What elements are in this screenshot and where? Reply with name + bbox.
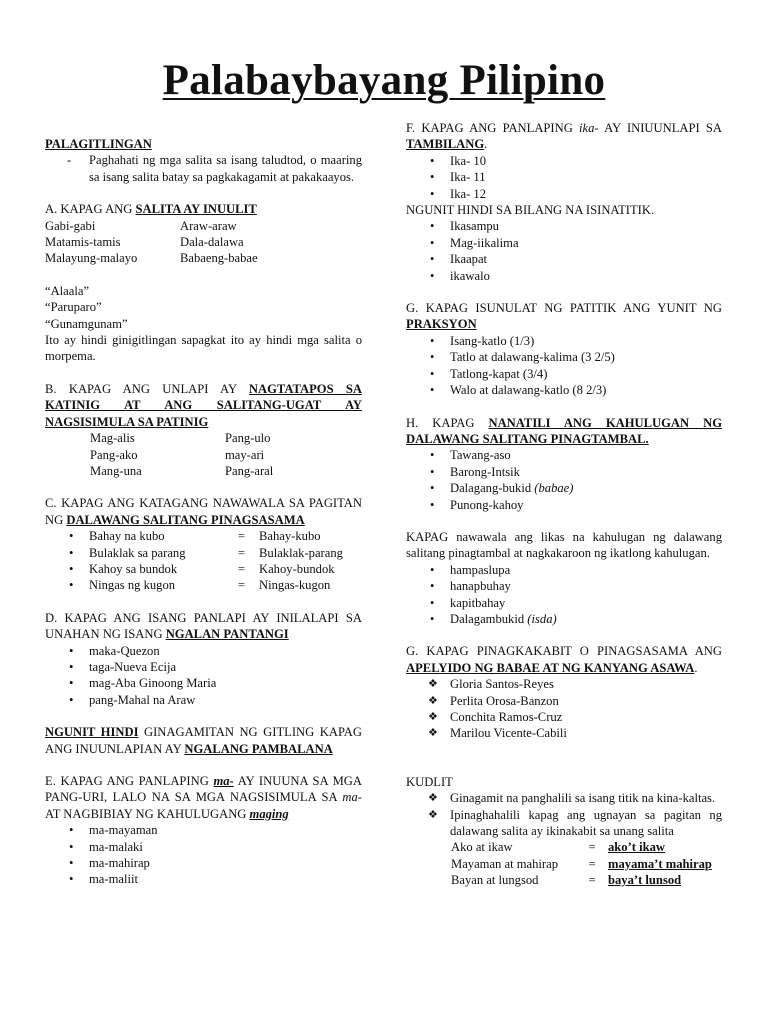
section-f — [406, 120, 722, 284]
section-heading: H. KAPAG NANATILI ANG KAHULUGAN NG DALAWANG SALITANG PINAGTAMBAL. — [406, 415, 722, 446]
bullet-icon: • — [430, 448, 435, 463]
diamond-bullet-icon: ❖ — [428, 792, 438, 805]
quote-line: “Gunamgunam” — [45, 316, 128, 331]
list-item: • Barong-Intsik — [430, 464, 520, 479]
list-item: - Paghahati ng mga salita sa isang taludtod, o maaring sa isang salita batay sa pagkakagamit at pakakaayos. — [67, 153, 362, 184]
list-item: • hanapbuhay — [430, 579, 511, 594]
list-item: • Kahoy sa bundok = Kahoy-bundok — [69, 561, 335, 576]
pair-row: Pang-ako may-ari — [90, 447, 265, 462]
list-item: • Bahay na kubo = Bahay-kubo — [69, 529, 321, 544]
diamond-list — [406, 790, 722, 839]
list-item: ❖ Gloria Santos-Reyes — [428, 677, 554, 692]
pair-row: Gabi-gabi Araw-araw — [45, 218, 237, 233]
section-c — [45, 495, 362, 593]
section-h — [406, 415, 722, 628]
section-heading: E. KAPAG ANG PANLAPING ma- AY INUUNA SA MGA PANG-URI, LALO NA SA MGA NAGSISIMULA SA ma- AT NAGBIBIAY NG KAHULUGANG maging — [45, 774, 362, 821]
bullet-icon: • — [430, 497, 435, 512]
list-item: • Tatlo at dalawang-kalima (3 2/5) — [430, 350, 615, 365]
dash-list — [45, 152, 362, 185]
quote-line: “Paruparo” — [45, 300, 102, 315]
list-item: ❖ Conchita Ramos-Cruz — [428, 710, 563, 724]
page-title: Palabaybayang Pilipino — [162, 57, 606, 104]
bullet-icon: • — [430, 464, 435, 479]
section-heading: G. KAPAG PINAGKAKABIT O PINAGSASAMA ANG APELYIDO NG BABAE AT NG KANYANG ASAWA. — [406, 644, 722, 675]
list-item: • Punong-kahoy — [430, 497, 524, 512]
list-item: • hampaslupa — [430, 562, 511, 577]
section-kudlit — [406, 774, 722, 889]
list-item: • Isang-katlo (1/3) — [430, 333, 535, 348]
quote-line: “Alaala” — [45, 283, 90, 298]
bullet-list — [406, 333, 722, 399]
pair-row: Matamis-tamis Dala-dalawa — [45, 235, 244, 250]
bullet-icon: • — [69, 545, 74, 560]
list-item: • Ningas ng kugon = Ningas-kugon — [69, 578, 331, 593]
section-heading: F. KAPAG ANG PANLAPING ika- AY INIUUNLAPI SA TAMBILANG. — [406, 121, 723, 152]
bullet-icon: • — [430, 350, 435, 365]
kapag-note: KAPAG nawawala ang likas na kahulugan ng dalawang salitang pinagtambal at nagkakaroon ng ikatlong kahulugan. — [406, 529, 722, 561]
bullet-icon: • — [430, 595, 435, 610]
bullet-icon: • — [430, 268, 435, 283]
bullet-icon: • — [430, 252, 435, 267]
section-g-praksyon — [406, 300, 722, 398]
bullet-list — [406, 562, 722, 628]
section-heading: A. KAPAG ANG SALITA AY INUULIT — [45, 202, 257, 217]
example-row: Mayaman at mahirap = mayama’t mahirap — [451, 856, 712, 871]
bullet-icon: • — [430, 611, 435, 626]
list-item: • Ika- 10 — [430, 153, 487, 168]
list-item: • kapitbahay — [430, 595, 506, 610]
list-item: ❖ Ginagamit na panghalili sa isang titik na kina-kaltas. — [428, 791, 716, 806]
list-item: ❖ Marilou Vicente-Cabili — [428, 726, 567, 741]
bullet-list — [45, 528, 362, 594]
list-item: • Ika- 11 — [430, 170, 486, 185]
bullet-list — [45, 643, 362, 709]
bullet-icon: • — [430, 366, 435, 381]
diamond-bullet-icon: ❖ — [428, 711, 438, 723]
diamond-bullet-icon: ❖ — [428, 694, 438, 707]
right-column — [406, 120, 722, 889]
list-item: • Tawang-aso — [430, 448, 511, 463]
list-item: • Dalagambukid (isda) — [430, 611, 557, 626]
ngunit-hindi-note: NGUNIT HINDI GINAGAMITAN NG GITLING KAPAG ANG INUUNLAPIAN AY NGALANG PAMBALANA — [45, 725, 362, 756]
list-item: • taga-Nueva Ecija — [69, 659, 177, 674]
diamond-bullet-icon: ❖ — [428, 808, 438, 821]
bullet-icon: • — [430, 235, 435, 250]
section-e — [45, 773, 362, 888]
section-heading: PALAGITLINGAN — [45, 137, 152, 151]
bullet-icon: • — [69, 872, 74, 887]
pair-row: Mang-una Pang-aral — [90, 463, 274, 478]
section-heading: C. KAPAG ANG KATAGANG NAWAWALA SA PAGITAN NG DALAWANG SALITANG PINAGSASAMA — [45, 496, 362, 527]
list-item: • mag-Aba Ginoong Maria — [69, 676, 217, 691]
ngunit-line: NGUNIT HINDI SA BILANG NA ISINATITIK. — [406, 203, 655, 218]
list-item: • Dalagang-bukid (babae) — [430, 481, 574, 496]
list-item: • Ika- 12 — [430, 186, 487, 201]
bullet-icon: • — [430, 333, 435, 348]
list-item: • ma-maliit — [69, 872, 138, 887]
bullet-icon: • — [69, 692, 74, 707]
section-d — [45, 610, 362, 708]
bullet-icon: • — [430, 481, 435, 496]
bullet-list — [45, 822, 362, 888]
section-heading: B. KAPAG ANG UNLAPI AY NAGTATAPOS SA KATINIG AT ANG SALITANG-UGAT AY NAGSISIMULA SA PATINIG — [45, 381, 362, 429]
dash-icon: - — [67, 153, 72, 168]
bullet-list — [406, 153, 722, 202]
list-item: ❖ Ipinaghahalili kapag ang ugnayan sa pagitan ng dalawang salita ay ikinakabit sa unang salita — [428, 807, 722, 839]
bullet-icon: • — [69, 676, 74, 691]
list-item: • Walo at dalawang-katlo (8 2/3) — [430, 383, 607, 398]
list-item: • ma-mahirap — [69, 856, 150, 871]
diamond-bullet-icon: ❖ — [428, 727, 438, 740]
list-item: • ikawalo — [430, 268, 490, 283]
bullet-icon: • — [69, 529, 74, 544]
section-b — [45, 381, 362, 479]
bullet-icon: • — [69, 561, 74, 576]
note-text: Ito ay hindi ginigitlingan sapagkat ito ay hindi mga salita o morpema. — [45, 333, 362, 364]
bullet-list — [406, 447, 722, 513]
list-item: • Mag-iikalima — [430, 235, 519, 250]
bullet-icon: • — [430, 562, 435, 577]
bullet-icon: • — [69, 643, 74, 658]
example-row: Bayan at lungsod = baya’t lunsod — [451, 873, 682, 888]
section-palagitlingan — [45, 136, 362, 185]
diamond-list — [406, 676, 722, 742]
list-item: • Ikasampu — [430, 219, 499, 234]
list-item: ❖ Perlita Orosa-Banzon — [428, 693, 559, 708]
section-heading: D. KAPAG ANG ISANG PANLAPI AY INILALAPI SA UNAHAN NG ISANG NGALAN PANTANGI — [45, 610, 362, 642]
list-item: • ma-mayaman — [69, 823, 158, 838]
bullet-icon: • — [69, 578, 74, 593]
pair-row: Mag-alis Pang-ulo — [90, 431, 271, 446]
bullet-icon: • — [69, 823, 74, 838]
section-heading: G. KAPAG ISUNULAT NG PATITIK ANG YUNIT NG PRAKSYON — [406, 301, 722, 332]
list-item: • ma-malaki — [69, 839, 143, 854]
bullet-icon: • — [430, 170, 435, 185]
bullet-list — [406, 218, 722, 284]
list-item: • maka-Quezon — [69, 643, 160, 658]
bullet-icon: • — [69, 856, 74, 871]
bullet-icon: • — [430, 219, 435, 234]
bullet-icon: • — [430, 383, 435, 398]
bullet-icon: • — [430, 153, 435, 168]
list-item: • Bulaklak sa parang = Bulaklak-parang — [69, 545, 343, 560]
bullet-icon: • — [430, 186, 435, 201]
bullet-icon: • — [430, 579, 435, 594]
list-item: • Tatlong-kapat (3/4) — [430, 366, 548, 381]
list-item: • Ikaapat — [430, 252, 488, 267]
bullet-icon: • — [69, 839, 74, 854]
section-heading: KUDLIT — [406, 774, 453, 789]
section-a — [45, 201, 362, 365]
list-item: • pang-Mahal na Araw — [69, 692, 196, 707]
pair-row: Malayung-malayo Babaeng-babae — [45, 251, 258, 266]
left-column — [45, 136, 362, 888]
example-row: Ako at ikaw = ako’t ikaw — [451, 840, 666, 855]
section-g-apelyido — [406, 643, 722, 741]
diamond-bullet-icon: ❖ — [428, 678, 438, 691]
bullet-icon: • — [69, 659, 74, 674]
